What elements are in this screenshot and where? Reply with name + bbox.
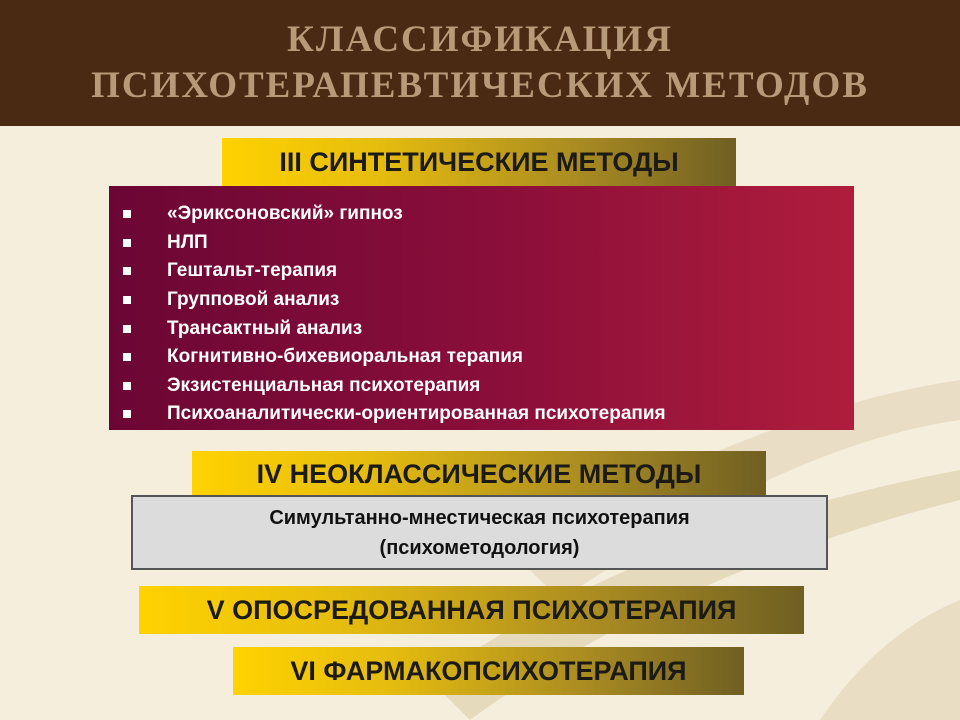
square-bullet-icon <box>123 210 131 218</box>
list-item-label: Когнитивно-бихевиоральная терапия <box>167 346 524 368</box>
list-item <box>109 257 854 286</box>
square-bullet-icon <box>123 353 131 361</box>
title-line-1: КЛАССИФИКАЦИЯ <box>287 19 673 60</box>
list-item-label: Гештальт-терапия <box>167 260 338 282</box>
square-bullet-icon <box>123 267 131 275</box>
list-item-label: «Эриксоновский» гипноз <box>167 203 403 225</box>
list-item <box>109 400 854 429</box>
section5-heading: V ОПОСРЕДОВАННАЯ ПСИХОТЕРАПИЯ <box>139 586 804 634</box>
section4-heading: IV НЕОКЛАССИЧЕСКИЕ МЕТОДЫ <box>192 451 766 499</box>
list-item-label: Психоаналитически-ориентированная психотерапия <box>167 403 666 425</box>
square-bullet-icon <box>123 382 131 390</box>
title-line-2: ПСИХОТЕРАПЕВТИЧЕСКИХ МЕТОДОВ <box>91 65 869 106</box>
list-item <box>109 286 854 315</box>
list-item <box>109 314 854 343</box>
list-item-label: Экзистенциальная психотерапия <box>167 374 481 396</box>
title-bar <box>0 0 960 126</box>
list-item <box>109 229 854 258</box>
list-item <box>109 200 854 229</box>
square-bullet-icon <box>123 239 131 247</box>
section6-heading: VI ФАРМАКОПСИХОТЕРАПИЯ <box>233 647 744 695</box>
list-item-label: НЛП <box>167 231 208 253</box>
neoclassical-methods-box <box>131 495 828 570</box>
list-item-label: Трансактный анализ <box>167 317 363 339</box>
list-item <box>109 343 854 372</box>
neoclassical-method-line-2: (психометодология) <box>379 536 580 559</box>
list-item <box>109 372 854 401</box>
neoclassical-method-line-1: Симультанно-мнестическая психотерапия <box>269 506 690 529</box>
section3-heading: III СИНТЕТИЧЕСКИЕ МЕТОДЫ <box>222 138 736 186</box>
square-bullet-icon <box>123 410 131 418</box>
synthetic-methods-list <box>109 186 854 430</box>
square-bullet-icon <box>123 325 131 333</box>
list-item-label: Групповой анализ <box>167 289 340 311</box>
square-bullet-icon <box>123 296 131 304</box>
